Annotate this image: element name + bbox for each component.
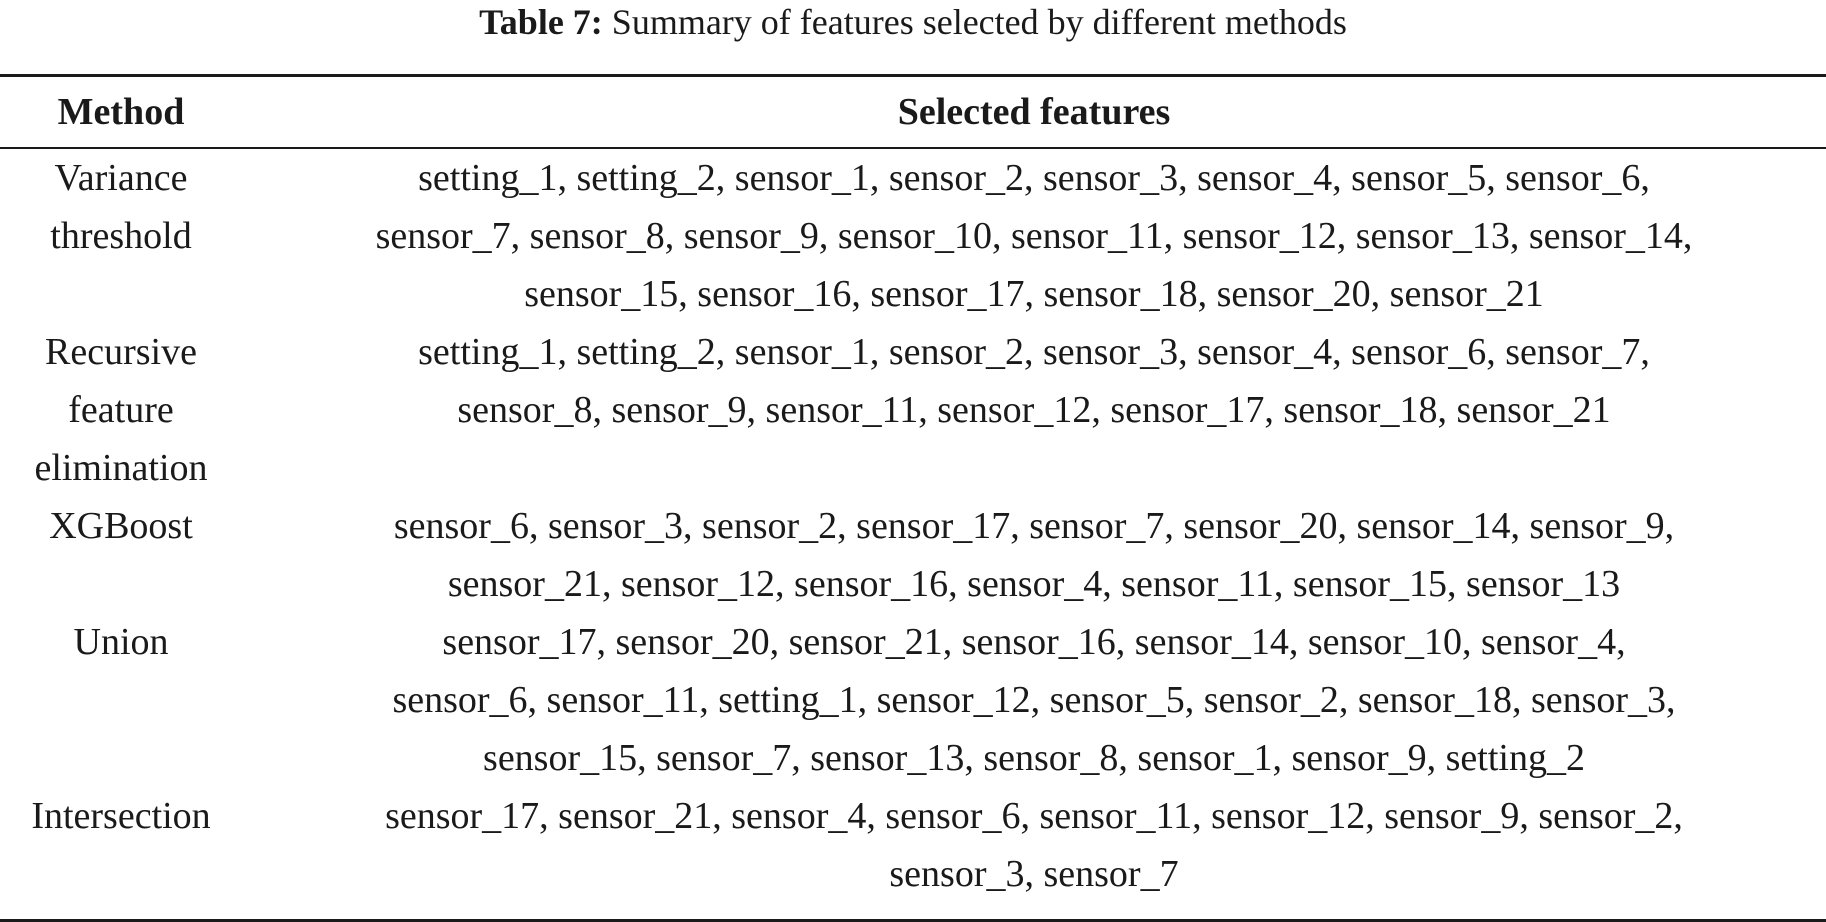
method-cell	[0, 497, 242, 555]
features-line: sensor_6, sensor_3, sensor_2, sensor_17, sensor_7, sensor_20, sensor_14, sensor_9,	[393, 505, 1675, 547]
table-body	[0, 149, 1826, 903]
method-line: Variance	[54, 157, 188, 199]
table-row-recursive-feature-elimination	[0, 323, 1826, 497]
features-line: sensor_3, sensor_7	[889, 853, 1179, 895]
method-line: Recursive	[45, 331, 197, 373]
table-caption	[0, 0, 1826, 44]
method-line: Union	[73, 621, 169, 663]
method-line: elimination	[34, 447, 208, 489]
features-cell	[242, 613, 1826, 787]
table-row-union	[0, 613, 1826, 787]
header-selected-features: Selected features	[897, 91, 1171, 133]
method-cell	[0, 323, 242, 497]
table-caption-label: Table 7:	[479, 2, 603, 42]
features-line: sensor_7, sensor_8, sensor_9, sensor_10, sensor_11, sensor_12, sensor_13, sensor_14,	[375, 215, 1693, 257]
features-cell	[242, 787, 1826, 903]
method-line: feature	[68, 389, 174, 431]
table-caption-text: Summary of features selected by different methods	[611, 2, 1347, 42]
features-cell	[242, 497, 1826, 613]
features-table	[0, 74, 1826, 922]
features-line: sensor_8, sensor_9, sensor_11, sensor_12, sensor_17, sensor_18, sensor_21	[457, 389, 1611, 431]
features-cell	[242, 323, 1826, 439]
features-line: setting_1, setting_2, sensor_1, sensor_2, sensor_3, sensor_4, sensor_5, sensor_6,	[418, 157, 1650, 199]
features-cell	[242, 149, 1826, 323]
features-line: sensor_17, sensor_20, sensor_21, sensor_16, sensor_14, sensor_10, sensor_4,	[442, 621, 1626, 663]
table-row-variance-threshold	[0, 149, 1826, 323]
method-cell	[0, 787, 242, 845]
table-header-row	[0, 77, 1826, 147]
features-line: sensor_15, sensor_16, sensor_17, sensor_18, sensor_20, sensor_21	[524, 273, 1544, 315]
header-method: Method	[57, 91, 185, 133]
method-line: threshold	[50, 215, 192, 257]
method-line: XGBoost	[49, 505, 193, 547]
features-line: sensor_21, sensor_12, sensor_16, sensor_4, sensor_11, sensor_15, sensor_13	[447, 563, 1621, 605]
features-line: sensor_17, sensor_21, sensor_4, sensor_6, sensor_11, sensor_12, sensor_9, sensor_2,	[385, 795, 1683, 837]
table-row-intersection	[0, 787, 1826, 903]
features-line: sensor_6, sensor_11, setting_1, sensor_12, sensor_5, sensor_2, sensor_18, sensor_3,	[392, 679, 1676, 721]
features-line: sensor_15, sensor_7, sensor_13, sensor_8, sensor_1, sensor_9, setting_2	[483, 737, 1585, 779]
method-cell	[0, 149, 242, 265]
method-cell	[0, 613, 242, 671]
table-row-xgboost	[0, 497, 1826, 613]
method-line: Intersection	[31, 795, 211, 837]
features-line: setting_1, setting_2, sensor_1, sensor_2, sensor_3, sensor_4, sensor_6, sensor_7,	[418, 331, 1650, 373]
